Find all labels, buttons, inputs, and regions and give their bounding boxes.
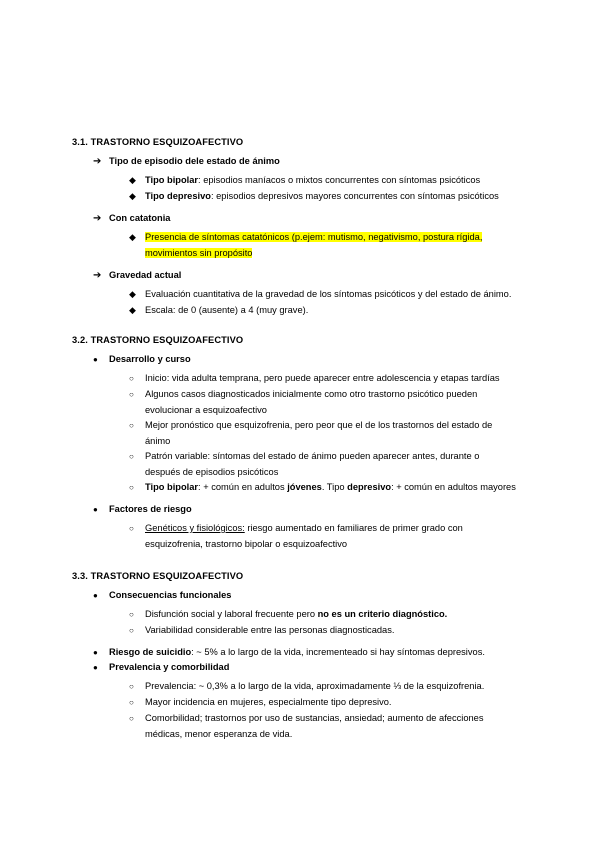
arrow-right-icon: ➔ xyxy=(93,156,102,167)
bullet-dot-icon: ● xyxy=(93,505,98,514)
item-label: Tipo de episodio dele estado de ánimo xyxy=(109,156,280,166)
item-label: Desarrollo y curso xyxy=(109,354,191,364)
sub-item-text-line2: evolucionar a esquizoafectivo xyxy=(145,404,267,415)
arrow-right-icon: ➔ xyxy=(93,213,102,224)
bullet-circle-icon: ○ xyxy=(129,610,134,619)
bullet-dot-icon: ● xyxy=(93,663,98,672)
bullet-circle-icon: ○ xyxy=(129,374,134,383)
bullet-circle-icon: ○ xyxy=(129,452,134,461)
sub-item-text: Prevalencia: ~ 0,3% a lo largo de la vida, aproximadamente ⅓ de la esquizofrenia. xyxy=(145,681,485,691)
section-heading-3-3: 3.3. TRASTORNO ESQUIZOAFECTIVO xyxy=(72,571,244,581)
sub-item-text-line2: médicas, menor esperanza de vida. xyxy=(145,728,293,739)
diamond-bullet-icon: ◆ xyxy=(129,305,136,315)
bullet-dot-icon: ● xyxy=(93,591,98,600)
sub-item-bold: Tipo depresivo xyxy=(145,191,211,201)
sub-item-text: riesgo aumentado en familiares de primer grado con xyxy=(244,523,463,533)
sub-item-bold: Tipo bipolar xyxy=(145,175,199,185)
item-label: Riesgo de suicidio xyxy=(109,647,192,657)
sub-item-text: : + común en adultos mayores xyxy=(391,482,516,492)
sub-item-text: Mayor incidencia en mujeres, especialmente tipo depresivo. xyxy=(145,697,392,707)
diamond-bullet-icon: ◆ xyxy=(129,289,136,299)
highlighted-text-line2: movimientos sin propósito xyxy=(145,247,253,258)
highlighted-text-line1: Presencia de síntomas catatónicos (p.ejem: mutismo, negativismo, postura rígida, xyxy=(145,232,483,242)
sub-item-mayor-incidencia xyxy=(129,695,549,711)
item-label: Consecuencias funcionales xyxy=(109,590,232,600)
bullet-circle-icon: ○ xyxy=(129,682,134,691)
sub-item-text: Disfunción social y laboral frecuente pero xyxy=(145,609,318,619)
bullet-circle-icon: ○ xyxy=(129,421,134,430)
sub-item-tipo-bipolar xyxy=(129,173,549,189)
sub-item-text: Variabilidad considerable entre las personas diagnosticadas. xyxy=(145,625,395,635)
item-label: Con catatonia xyxy=(109,213,171,223)
sub-item-tipo-bipolar-comun xyxy=(129,480,569,496)
sub-item-variabilidad xyxy=(129,623,549,639)
sub-item-text-line1: Comorbilidad; trastornos por uso de sustancias, ansiedad; aumento de afecciones xyxy=(145,713,484,723)
sub-item-text: Escala: de 0 (ausente) a 4 (muy grave). xyxy=(145,305,309,315)
sub-item-algunos-casos xyxy=(129,387,549,418)
sub-item-text: . Tipo xyxy=(321,482,348,492)
sub-item-comorbilidad xyxy=(129,711,549,742)
sub-item-text: : episodios depresivos mayores concurrentes con síntomas psicóticos xyxy=(210,191,499,201)
bold-text: Tipo bipolar xyxy=(145,482,199,492)
sub-item-text: : + común en adultos xyxy=(198,482,288,492)
diamond-bullet-icon: ◆ xyxy=(129,175,136,185)
bold-text: depresivo xyxy=(347,482,392,492)
diamond-bullet-icon: ◆ xyxy=(129,191,136,201)
sub-item-inicio xyxy=(129,371,559,387)
sub-item-text-line1: Algunos casos diagnosticados inicialmente como otro trastorno psicótico pueden xyxy=(145,389,478,399)
bold-text: no es un criterio diagnóstico. xyxy=(317,609,448,619)
sub-item-prevalencia-valor xyxy=(129,679,559,695)
diamond-bullet-icon: ◆ xyxy=(129,232,136,242)
bullet-circle-icon: ○ xyxy=(129,698,134,707)
sub-item-patron-variable xyxy=(129,449,549,480)
bullet-circle-icon: ○ xyxy=(129,483,134,492)
sub-item-catatonia-highlighted xyxy=(129,230,549,261)
bullet-circle-icon: ○ xyxy=(129,390,134,399)
section-heading-3-1: 3.1. TRASTORNO ESQUIZOAFECTIVO xyxy=(72,137,244,147)
arrow-right-icon: ➔ xyxy=(93,270,102,281)
bullet-circle-icon: ○ xyxy=(129,524,134,533)
sub-item-evaluacion xyxy=(129,287,569,303)
sub-item-tipo-depresivo xyxy=(129,189,549,205)
item-label: Gravedad actual xyxy=(109,270,182,280)
underlined-text: Genéticos y fisiológicos: xyxy=(145,523,245,533)
bullet-dot-icon: ● xyxy=(93,648,98,657)
bullet-circle-icon: ○ xyxy=(129,714,134,723)
sub-item-text-line2: ánimo xyxy=(145,435,171,446)
sub-item-text: Evaluación cuantitativa de la gravedad de los síntomas psicóticos y del estado de ánimo. xyxy=(145,289,512,299)
sub-item-text-line1: Mejor pronóstico que esquizofrenia, pero peor que el de los trastornos del estado de xyxy=(145,420,493,430)
sub-item-text-line2: después de episodios psicóticos xyxy=(145,466,279,477)
sub-item-text: Inicio: vida adulta temprana, pero puede aparecer entre adolescencia y etapas tardías xyxy=(145,373,500,383)
sub-item-mejor-pronostico xyxy=(129,418,549,449)
sub-item-text-line1: Patrón variable: síntomas del estado de ánimo pueden aparecer antes, durante o xyxy=(145,451,480,461)
section-heading-3-2: 3.2. TRASTORNO ESQUIZOAFECTIVO xyxy=(72,335,244,345)
sub-item-geneticos xyxy=(129,521,549,552)
item-label: Factores de riesgo xyxy=(109,504,192,514)
bullet-dot-icon: ● xyxy=(93,355,98,364)
sub-item-text-line2: esquizofrenia, trastorno bipolar o esquizoafectivo xyxy=(145,538,348,549)
bold-text: jóvenes xyxy=(287,482,322,492)
item-label: Prevalencia y comorbilidad xyxy=(109,662,230,672)
sub-item-escala xyxy=(129,303,549,319)
sub-item-text: : episodios maníacos o mixtos concurrentes con síntomas psicóticos xyxy=(198,175,481,185)
sub-item-disfuncion xyxy=(129,607,549,623)
bullet-circle-icon: ○ xyxy=(129,626,134,635)
item-text: : ~ 5% a lo largo de la vida, incrementeado si hay síntomas depresivos. xyxy=(191,647,485,657)
